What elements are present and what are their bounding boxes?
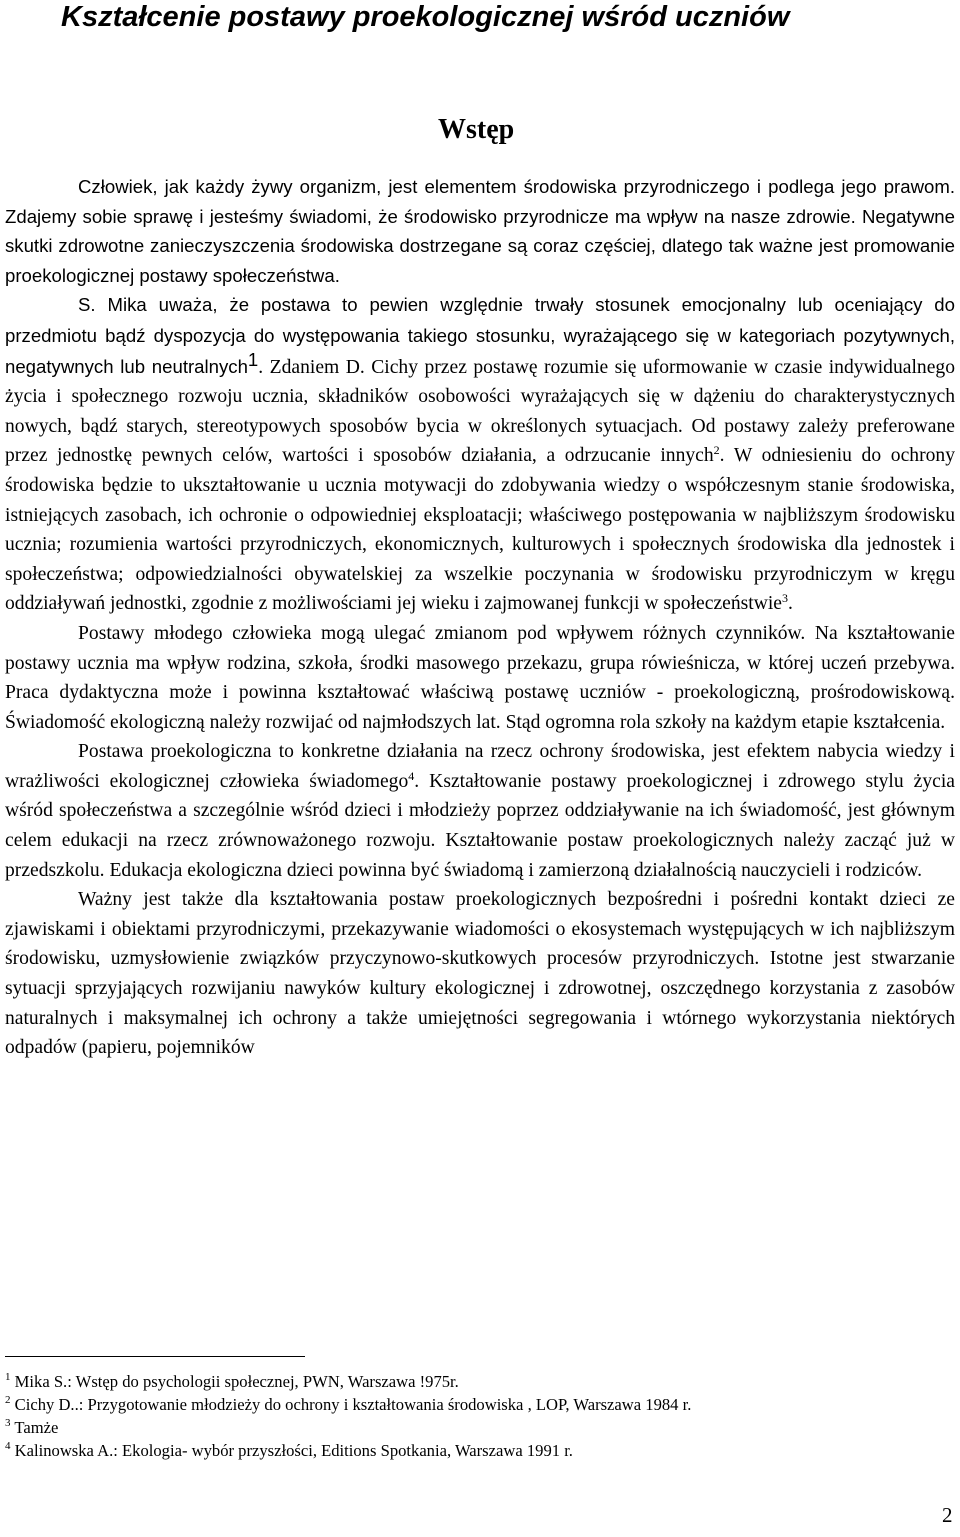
page-number: 2 (942, 1503, 953, 1527)
paragraph-2-part-d: . (788, 593, 793, 615)
footnote-marker: 1 (5, 1371, 11, 1383)
footnote-text: Cichy D..: Przygotowanie młodzieży do ochrony i kształtowania środowiska , LOP, Warszawa 1984 r. (14, 1395, 692, 1414)
section-heading: Wstęp (438, 114, 515, 145)
paragraph-5: Ważny jest także dla kształtowania postaw proekologicznych bezpośredni i pośredni kontakt dzieci ze zjawiskami i obiektami przyrodniczymi, przekazywanie wiadomości o ekosystemach występujących w ich najbliższym środowisku, uzmysłowienie związków przyczynowo-skutkowych procesów przyrodniczych. Istotne jest stwarzanie sytuacji sprzyjających rozwijaniu nawyków kultury ekologicznej i zdrowotnej, oszczędnego korzystania z zasobów naturalnych i maksymalnej ich ochrony a także umiejętności segregowania i wtórnego wykorzystania niektórych odpadów (papieru, pojemników (5, 889, 955, 1059)
paragraph-2-part-b: . Zdaniem D. Cichy przez postawę rozumie się uformowanie w czasie indywidualnego życia i społecznego rozwoju ucznia, składników osobowości wyrażających się w dążeniu do charakterystycznych nowych, bądź starych, stereotypowych sposobów bycia w określonych sytuacjach. Od postawy zależy preferowane przez jednostkę pewnych celów, wartości i sposobów działania, a odrzucanie innych (5, 356, 955, 467)
footnote-ref-2[interactable]: 2 (713, 443, 720, 458)
document-title: Kształcenie postawy proekologicznej wśród uczniów (61, 1, 790, 33)
footnote-item (5, 1393, 955, 1416)
footnote-text: Tamże (14, 1418, 59, 1437)
footnote-marker: 4 (5, 1440, 11, 1452)
footnote-ref-3[interactable]: 3 (782, 591, 788, 606)
paragraph-2-part-c: . W odniesieniu do ochrony środowiska będzie to ukształtowanie u ucznia motywacji do zdobywania wiedzy o współczesnym stanie środowiska, istniejących zasobach, ich ochronie o odpowiedniej eksploatacji; właściwego postępowania w najbliższym środowisku ucznia; rozumienia wartości przyrodniczych, ekonomicznych, kulturowych i społecznych środowiska dla jednostek i społeczeństwa; odpowiedzialności obywatelskiej za wszelkie poczynania w środowisku przyrodniczym w kręgu oddziaływań jednostki, zgodnie z możliwościami jej wieku i zajmowanej funkcji w społeczeństwie (5, 445, 955, 615)
paragraph-4-part-a: Postawa proekologiczna to konkretne działania na rzecz ochrony środowiska, jest efektem nabycia wiedzy i wrażliwości ekologicznej człowieka świadomego (5, 741, 955, 792)
footnote-marker: 3 (5, 1417, 11, 1429)
paragraph-2 (5, 290, 955, 619)
document-body (5, 172, 955, 1063)
footnote-separator (5, 1356, 305, 1357)
footnote-item (5, 1416, 955, 1439)
paragraph-3: Postawy młodego człowieka mogą ulegać zmianom pod wpływem różnych czynników. Na kształtowanie postawy ucznia ma wpływ rodzina, szkoła, środki masowego przekazu, grupa rówieśnicza, w której uczeń przebywa. Praca dydaktyczna może i powinna kształtować właściwą postawę uczniów - proekologiczną, prośrodowiskową. Świadomość ekologiczną należy rozwijać od najmłodszych lat. Stąd ogromna rola szkoły na każdym etapie kształcenia. (5, 622, 955, 733)
footnote-text: Kalinowska A.: Ekologia- wybór przyszłości, Editions Spotkania, Warszawa 1991 r. (14, 1441, 573, 1460)
footnote-ref-4[interactable]: 4 (408, 768, 415, 783)
footnote-marker: 2 (5, 1394, 11, 1406)
paragraph-4-part-b: . Kształtowanie postawy proekologicznej i zdrowego stylu życia wśród społeczeństwa a szczególnie wśród dzieci i młodzieży poprzez oddziaływanie na ich świadomość, jest głównym celem edukacji na rzecz zrównoważonego rozwoju. Kształtowanie postaw proekologicznych należy zacząć już w przedszkolu. Edukacja ekologiczna dzieci powinna być świadomą i zamierzoną działalnością nauczycieli i rodziców. (5, 770, 955, 881)
paragraph-1: Człowiek, jak każdy żywy organizm, jest elementem środowiska przyrodniczego i podlega jego prawom. Zdajemy sobie sprawę i jesteśmy świadomi, że środowisko przyrodnicze ma wpływ na nasze zdrowie. Negatywne skutki zdrowotne zanieczyszczenia środowiska dostrzegane są coraz częściej, dlatego tak ważne jest promowanie proekologicznej postawy społeczeństwa. (5, 176, 955, 286)
paragraph-4 (5, 737, 955, 885)
footnote-ref-1[interactable]: 1 (247, 348, 259, 370)
footnote-item (5, 1370, 955, 1393)
footnote-item (5, 1439, 955, 1462)
footnote-text: Mika S.: Wstęp do psychologii społecznej, PWN, Warszawa !975r. (14, 1372, 459, 1391)
footnotes (5, 1370, 955, 1462)
paragraph-2-part-a: S. Mika uważa, że postawa to pewien względnie trwały stosunek emocjonalny lub oceniający do przedmiotu bądź dyspozycja do występowania takiego stosunku, wyrażającego się w kategoriach pozytywnych, negatywnych lub neutralnych (5, 294, 955, 377)
